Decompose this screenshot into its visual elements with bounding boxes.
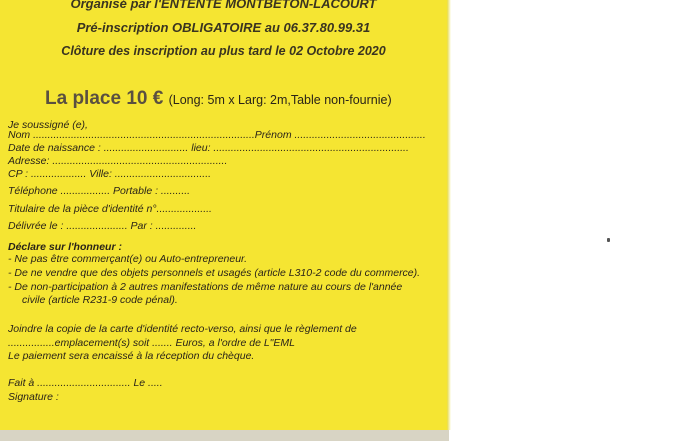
cloture-line: Clôture des inscription au plus tard le 02 Octobre 2020 [61,44,386,58]
delivree-field: Délivrée le : ..................... Par : .............. [8,220,197,232]
telephone-field: Téléphone ................. Portable : .......... [8,185,191,197]
declaration-title: Déclare sur l'honneur : [8,241,122,253]
declaration-item-4: civile (article R231-9 code pénal). [22,294,178,306]
cp-ville-field: CP : ................... Ville: ................................. [8,168,212,180]
price-details: (Long: 5m x Larg: 2m,Table non-fournie) [168,93,392,107]
preinscription-line: Pré-inscription OBLIGATOIRE au 06.37.80.99.31 [76,20,371,35]
declaration-item-3: - De non-participation à 2 autres manifestations de même nature au cours de l'année [8,281,403,293]
adresse-field: Adresse: ............................................................ [8,155,228,167]
organizer-line: Organisé par l'ENTENTE MONTBETON-LACOURT [70,0,377,11]
price-heading [45,88,392,110]
scan-speck [607,238,610,242]
signature-field: Signature : [8,391,59,403]
payment-line-2: ................emplacement(s) soit ....... Euros, a l'ordre de L"EML [8,337,296,349]
sheet-edge [447,0,451,430]
price-label: La place 10 € [45,88,164,109]
scan-bottom-strip [0,430,700,441]
titulaire-field: Titulaire de la pièce d'identité n°................... [8,203,212,215]
naissance-field: Date de naissance : ............................. lieu: ................................................................... [8,142,409,154]
payment-line-3: Le paiement sera encaissé à la réception du chèque. [8,350,255,362]
declaration-item-1: - Ne pas être commerçant(e) ou Auto-entrepreneur. [8,253,248,265]
je-soussigne: Je soussigné (e), [8,119,88,131]
payment-line-1: Joindre la copie de la carte d'identité recto-verso, ainsi que le règlement de [8,323,357,335]
fait-a-field: Fait à ................................ Le ..... [8,377,163,389]
declaration-item-2: - De ne vendre que des objets personnels et usagés (article L310-2 code du commerce). [8,267,421,279]
nom-field: Nom ............................................................................Prénom ............................................. [8,129,426,141]
